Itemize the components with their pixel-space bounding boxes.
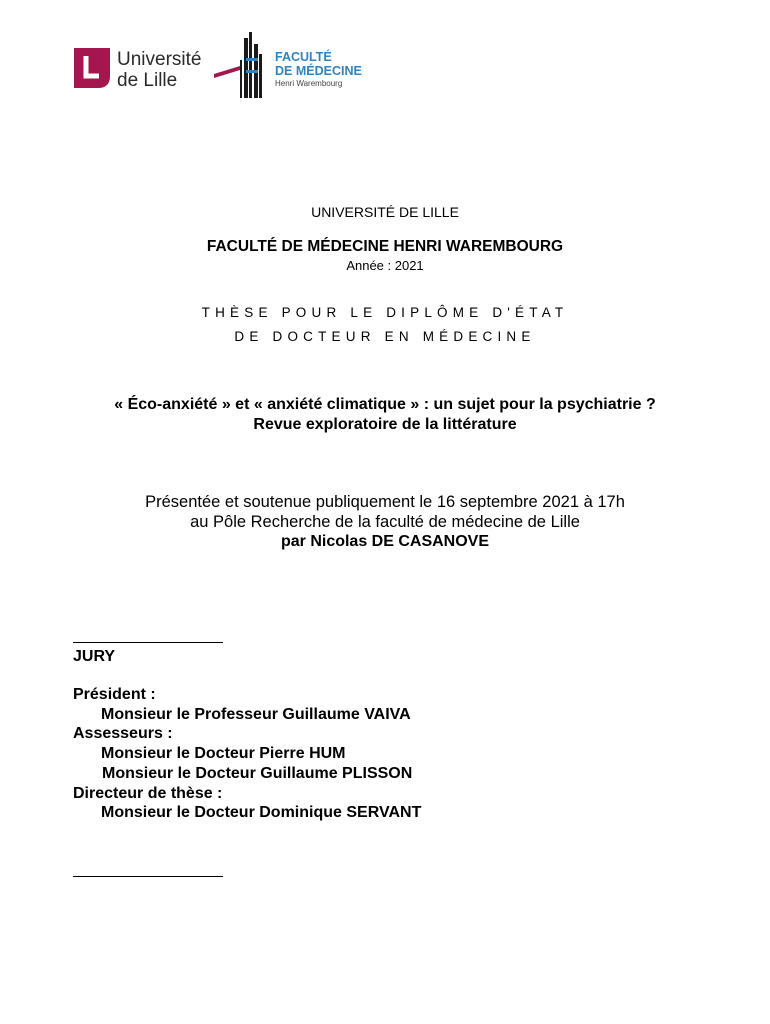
director-label: Directeur de thèse : (73, 785, 223, 802)
year: Année : 2021 (346, 258, 424, 273)
president-label: Président : (73, 686, 156, 703)
thesis-line-2: DE DOCTEUR EN MÉDECINE (234, 329, 536, 344)
separator-bottom (73, 876, 223, 877)
assessor-1-name: Monsieur le Docteur Pierre HUM (101, 745, 346, 762)
thesis-title: « Éco-anxiété » et « anxiété climatique » : un sujet pour la psychiatrie ? (114, 396, 656, 413)
presentation-date: Présentée et soutenue publiquement le 16 septembre 2021 à 17h (145, 493, 625, 511)
assessors-label: Assesseurs : (73, 725, 173, 742)
faculte-logo-subtext: Henri Warembourg (275, 79, 343, 88)
assessor-2-name: Monsieur le Docteur Guillaume PLISSON (102, 765, 413, 782)
author: par Nicolas DE CASANOVE (280, 533, 490, 550)
presentation-place: au Pôle Recherche de la faculté de médecine de Lille (190, 513, 580, 531)
jury-heading: JURY (73, 648, 116, 665)
faculte-logo-text: FACULTÉ DE MÉDECINE (275, 50, 362, 78)
universite-de-lille-logo-mark (72, 46, 112, 90)
thesis-line-1: THÈSE POUR LE DIPLÔME D'ÉTAT (201, 305, 569, 320)
thesis-subtitle: Revue exploratoire de la littérature (253, 416, 517, 433)
faculte-building-icon (210, 30, 270, 100)
faculty-name: FACULTÉ DE MÉDECINE HENRI WAREMBOURG (206, 238, 564, 255)
president-name: Monsieur le Professeur Guillaume VAIVA (101, 706, 411, 723)
universite-de-lille-logo-text: Université de Lille (117, 49, 202, 91)
director-name: Monsieur le Docteur Dominique SERVANT (101, 804, 422, 821)
university-name: UNIVERSITÉ DE LILLE (311, 204, 459, 220)
separator-top (73, 642, 223, 643)
